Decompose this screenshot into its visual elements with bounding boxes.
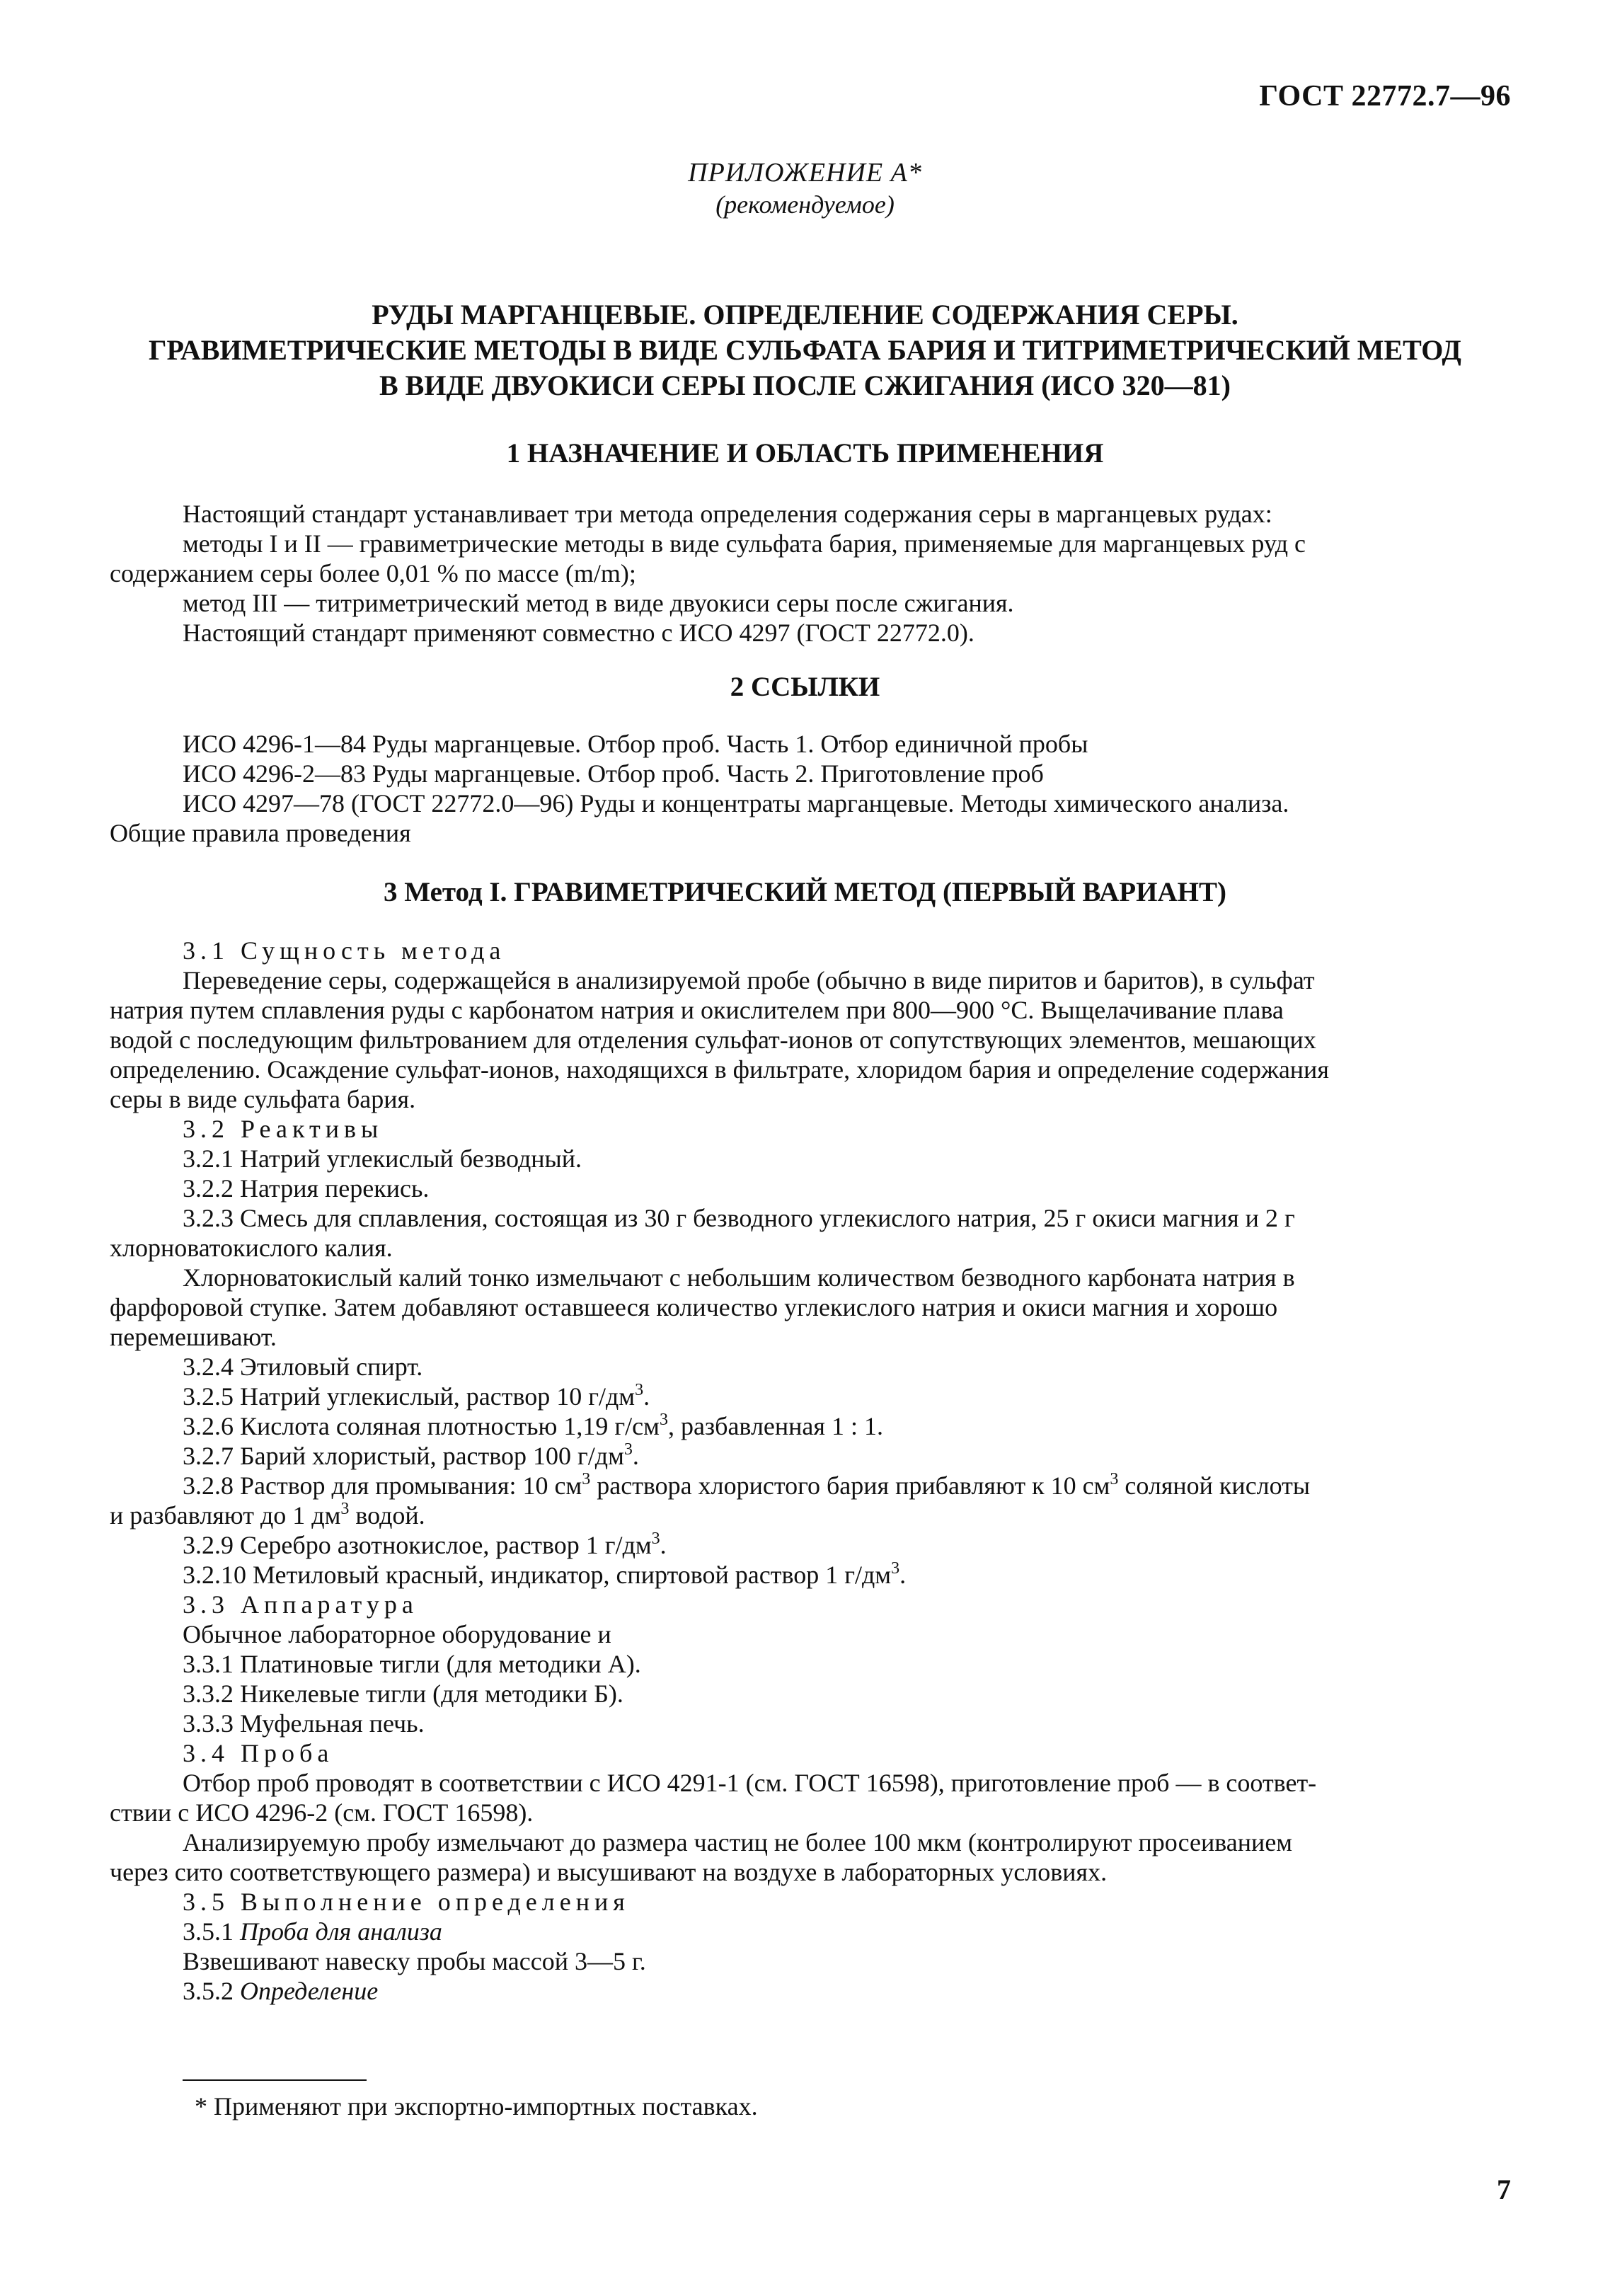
reference-line: ИСО 4296-1—84 Руды марганцевые. Отбор проб. Часть 1. Отбор единичной пробы <box>183 730 1088 758</box>
section-2-body <box>110 729 1511 848</box>
subsection-title-italic: Проба для анализа <box>240 1917 442 1946</box>
text-line: фарфоровой ступке. Затем добавляют оставшееся количество углекислого натрия и окиси магния и хорошо <box>110 1293 1278 1321</box>
text-line: водой с последующим фильтрованием для отделения сульфат-ионов от сопутствующих элементов, мешающих <box>110 1026 1316 1054</box>
subsection-3-5-1 <box>110 1917 1511 1946</box>
subsection-3-1-title: 3.1 Сущность метода <box>183 936 506 965</box>
text-segment: . <box>632 1442 639 1470</box>
section-3-heading: 3 Метод I. ГРАВИМЕТРИЧЕСКИЙ МЕТОД (ПЕРВЫЙ ВАРИАНТ) <box>384 877 1226 907</box>
text-line: Анализируемую пробу измельчают до размера частиц не более 100 мкм (контролируют просеиванием <box>183 1828 1293 1856</box>
reagent-item <box>110 1411 1511 1441</box>
text-line: Отбор проб проводят в соответствии с ИСО 4291-1 (см. ГОСТ 16598), приготовление проб — в соответ- <box>183 1769 1317 1797</box>
section-3-body <box>110 936 1511 2006</box>
superscript: 3 <box>623 1440 633 1459</box>
reagent-item: 3.2.2 Натрия перекись. <box>183 1174 430 1202</box>
reagent-item <box>110 1382 1511 1411</box>
subsection-title-italic: Определение <box>240 1977 379 2005</box>
reagent-item: 3.2.4 Этиловый спирт. <box>183 1353 423 1381</box>
text-line: натрия путем сплавления руды с карбонатом натрия и окислителем при 800—900 °С. Выщелачивание плава <box>110 996 1284 1024</box>
text-line: через сито соответствующего размера) и высушивают на воздухе в лабораторных условиях. <box>110 1858 1108 1886</box>
reagent-item <box>110 1471 1511 1500</box>
superscript: 3 <box>635 1381 644 1399</box>
text-line: метод III — титриметрический метод в виде двуокиси серы после сжигания. <box>183 589 1014 617</box>
reagent-item: 3.2.1 Натрий углекислый безводный. <box>183 1144 582 1173</box>
text-line: Хлорноватокислый калий тонко измельчают с небольшим количеством безводного карбоната натрия в <box>183 1263 1295 1292</box>
superscript: 3 <box>1110 1470 1119 1488</box>
text-line: Взвешивают навеску пробы массой 3—5 г. <box>183 1947 646 1975</box>
text-segment: и разбавляют до 1 дм <box>110 1501 341 1529</box>
appendix-subtitle: (рекомендуемое) <box>715 190 895 219</box>
text-segment: 3.2.7 Барий хлористый, раствор 100 г/дм <box>183 1442 624 1470</box>
text-segment: 3.2.5 Натрий углекислый, раствор 10 г/дм <box>183 1382 636 1411</box>
reagent-item <box>110 1441 1511 1471</box>
reagent-item: 3.2.3 Смесь для сплавления, состоящая из 30 г безводного углекислого натрия, 25 г окиси магния и 2 г <box>183 1204 1295 1232</box>
reagent-item: хлорноватокислого калия. <box>110 1234 393 1262</box>
text-line: ствии с ИСО 4296-2 (см. ГОСТ 16598). <box>110 1798 534 1827</box>
section-1-heading: 1 НАЗНАЧЕНИЕ И ОБЛАСТЬ ПРИМЕНЕНИЯ <box>506 438 1104 469</box>
text-segment: 3.2.9 Серебро азотнокислое, раствор 1 г/дм <box>183 1531 652 1559</box>
text-line: Настоящий стандарт применяют совместно с ИСО 4297 (ГОСТ 22772.0). <box>183 619 974 647</box>
apparatus-item: 3.3.2 Никелевые тигли (для методики Б). <box>183 1680 623 1708</box>
footnote: * Применяют при экспортно-импортных поставках. <box>195 2092 758 2120</box>
subsection-3-5-title: 3.5 Выполнение определения <box>183 1888 630 1916</box>
text-line: определению. Осаждение сульфат-ионов, находящихся в фильтрате, хлоридом бария и определение содержания <box>110 1055 1329 1084</box>
text-segment: раствора хлористого бария прибавляют к 10 см <box>590 1471 1110 1500</box>
text-segment: 3.5.1 <box>183 1917 240 1946</box>
subsection-3-5-2 <box>110 1976 1511 2006</box>
text-line: Настоящий стандарт устанавливает три метода определения содержания серы в марганцевых рудах: <box>183 500 1272 528</box>
reagent-item <box>110 1500 1511 1530</box>
subsection-3-3-title: 3.3 Аппаратура <box>183 1590 418 1619</box>
page-number: 7 <box>1497 2174 1511 2205</box>
superscript: 3 <box>659 1411 668 1429</box>
text-segment: 3.2.8 Раствор для промывания: 10 см <box>183 1471 582 1500</box>
apparatus-item: 3.3.1 Платиновые тигли (для методики А). <box>183 1650 641 1678</box>
text-line: серы в виде сульфата бария. <box>110 1085 416 1113</box>
main-title-line: ГРАВИМЕТРИЧЕСКИЕ МЕТОДЫ В ВИДЕ СУЛЬФАТА БАРИЯ И ТИТРИМЕТРИЧЕСКИЙ МЕТОД <box>149 334 1461 366</box>
reference-line: ИСО 4297—78 (ГОСТ 22772.0—96) Руды и концентраты марганцевые. Методы химического анализа. <box>183 789 1289 817</box>
reagent-item <box>110 1560 1511 1590</box>
reagent-item <box>110 1530 1511 1560</box>
text-segment: . <box>660 1531 667 1559</box>
main-title <box>99 297 1511 403</box>
text-segment: водой. <box>349 1501 425 1529</box>
text-segment: , разбавленная 1 : 1. <box>667 1412 883 1440</box>
text-segment: 3.2.6 Кислота соляная плотностью 1,19 г/см <box>183 1412 660 1440</box>
text-line: Обычное лабораторное оборудование и <box>183 1620 611 1648</box>
document-id: ГОСТ 22772.7—96 <box>1259 80 1511 113</box>
text-line: Переведение серы, содержащейся в анализируемой пробе (обычно в виде пиритов и баритов), в сульфат <box>183 966 1315 994</box>
superscript: 3 <box>582 1470 591 1488</box>
superscript: 3 <box>651 1529 660 1548</box>
footnote-divider <box>183 2079 367 2081</box>
section-2-heading: 2 ССЫЛКИ <box>730 672 880 702</box>
main-title-line: РУДЫ МАРГАНЦЕВЫЕ. ОПРЕДЕЛЕНИЕ СОДЕРЖАНИЯ СЕРЫ. <box>372 299 1238 331</box>
superscript: 3 <box>340 1500 350 1518</box>
text-segment: . <box>899 1561 907 1589</box>
reference-line: Общие правила проведения <box>110 819 411 847</box>
text-segment: соляной кислоты <box>1118 1471 1311 1500</box>
superscript: 3 <box>891 1559 900 1578</box>
text-line: содержанием серы более 0,01 % по массе (m/m); <box>110 559 636 587</box>
text-line: перемешивают. <box>110 1323 277 1351</box>
apparatus-item: 3.3.3 Муфельная печь. <box>183 1709 425 1738</box>
section-1-body <box>110 499 1511 648</box>
text-segment: 3.5.2 <box>183 1977 240 2005</box>
reference-line: ИСО 4296-2—83 Руды марганцевые. Отбор проб. Часть 2. Приготовление проб <box>183 759 1044 788</box>
subsection-3-4-title: 3.4 Проба <box>183 1739 334 1767</box>
text-line: методы I и II — гравиметрические методы в виде сульфата бария, применяемые для марганцевых руд с <box>183 529 1306 558</box>
subsection-3-2-title: 3.2 Реактивы <box>183 1115 384 1143</box>
text-segment: . <box>643 1382 650 1411</box>
text-segment: 3.2.10 Метиловый красный, индикатор, спиртовой раствор 1 г/дм <box>183 1561 892 1589</box>
appendix-title: ПРИЛОЖЕНИЕ А* <box>688 158 922 188</box>
main-title-line: В ВИДЕ ДВУОКИСИ СЕРЫ ПОСЛЕ СЖИГАНИЯ (ИСО 320—81) <box>379 369 1231 401</box>
